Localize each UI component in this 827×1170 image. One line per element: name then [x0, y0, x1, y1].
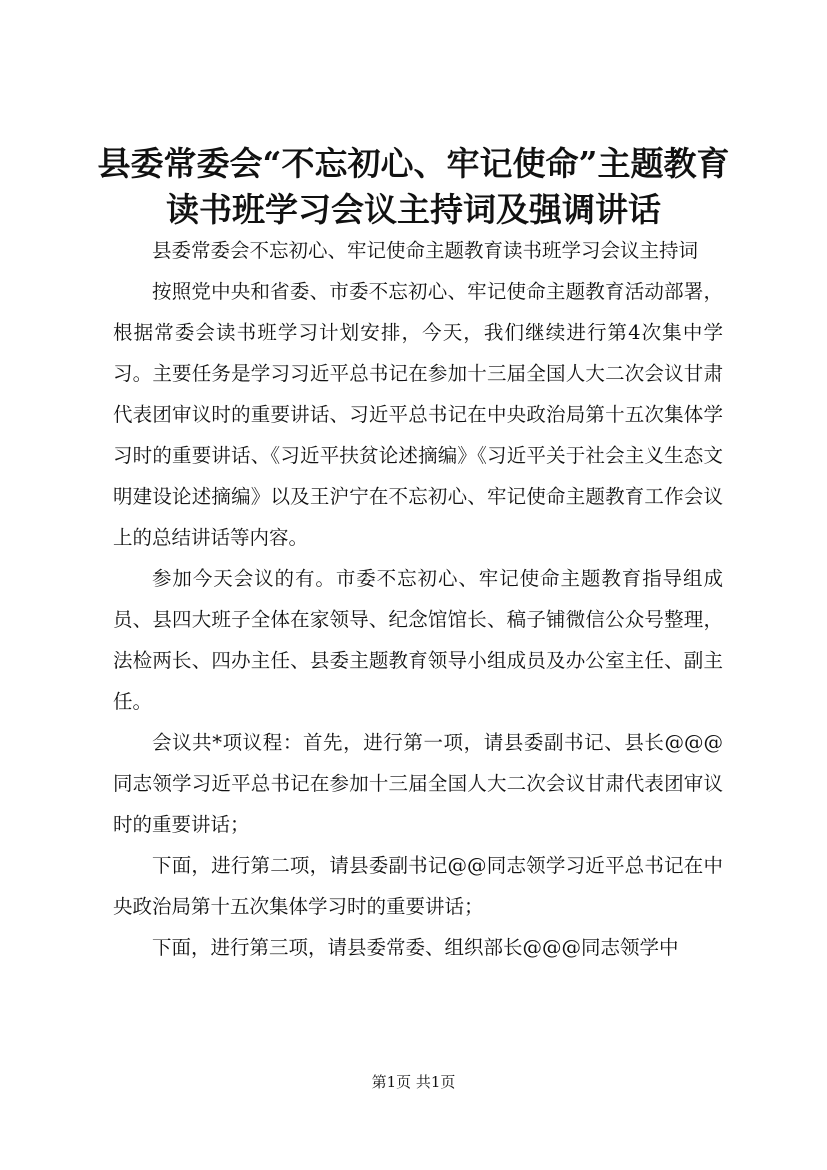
document-title-line-2: 读书班学习会议主持词及强调讲话	[166, 190, 661, 229]
document-body	[113, 230, 723, 968]
paragraph-attendees: 参加今天会议的有。市委不忘初心、牢记使命主题教育指导组成员、县四大班子全体在家领导、纪念馆馆长、稿子铺微信公众号整理，法检两长、四办主任、县委主题教育领导小组成员及办公室主任、副主任。	[113, 567, 723, 713]
paragraph-heading: 县委常委会不忘初心、牢记使命主题教育读书班学习会议主持词	[152, 239, 699, 262]
page-footer: 第1页 共1页	[371, 1073, 456, 1091]
paragraph-agenda-item-3: 下面，进行第三项，请县委常委、组织部长@@@同志领学中	[152, 936, 679, 959]
paragraph-agenda-item-2: 下面，进行第二项，请县委副书记@@同志领学习近平总书记在中央政治局第十五次集体学习时的重要讲话；	[113, 854, 723, 918]
document-title-line-1: 县委常委会“不忘初心、牢记使命”主题教育	[97, 144, 730, 183]
paragraph-agenda-item-1: 会议共*项议程：首先，进行第一项，请县委副书记、县长@@@同志领学习近平总书记在参加十三届全国人大二次会议甘肃代表团审议时的重要讲话；	[113, 731, 723, 836]
paragraph-intro: 按照党中央和省委、市委不忘初心、牢记使命主题教育活动部署，根据常委会读书班学习计划安排，今天，我们继续进行第4次集中学习。主要任务是学习习近平总书记在参加十三届全国人大二次会议甘肃代表团审议时的重要讲话、习近平总书记在中央政治局第十五次集体学习时的重要讲话、《习近平扶贫论述摘编》《习近平关于社会主义生态文明建设论述摘编》以及王沪宁在不忘初心、牢记使命主题教育工作会议上的总结讲话等内容。	[113, 280, 723, 549]
